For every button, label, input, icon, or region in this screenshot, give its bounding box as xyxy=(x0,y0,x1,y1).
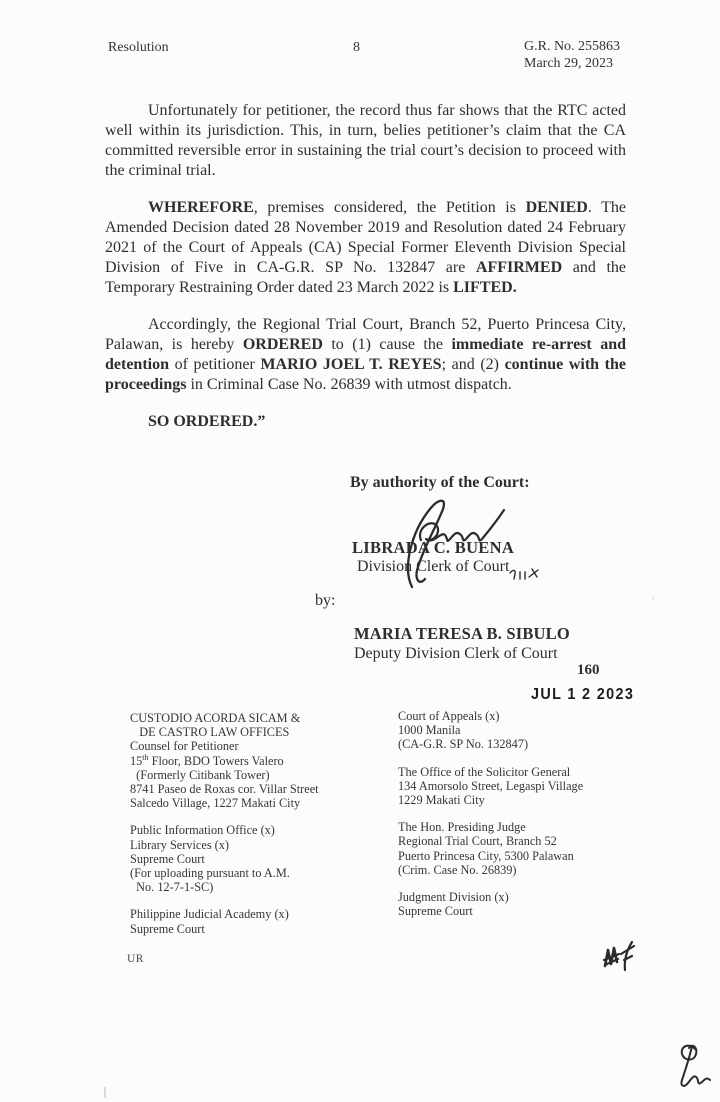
post-title-scribble-ink xyxy=(508,563,542,585)
deputy-title: Deputy Division Clerk of Court xyxy=(354,645,558,662)
case-number: G.R. No. 255863 xyxy=(524,39,621,54)
addressee-block-ca: Court of Appeals (x) 1000 Manila (CA-G.R. SP No. 132847) xyxy=(398,709,529,752)
distribution-left-column xyxy=(130,711,380,949)
paragraph-wherefore: WHEREFORE, premises considered, the Petition is DENIED. The Amended Decision dated 28 November 2019 and Resolution dated 24 February 2021 of the Court of Appeals (CA) Special Former Eleventh Division Special Division of Five in CA-G.R. SP No. 132847 are AFFIRMED and the Temporary Restraining Order dated 23 March 2022 is LIFTED. xyxy=(105,199,626,296)
header-page-number: 8 xyxy=(353,40,360,55)
footer-initials-code: UR xyxy=(127,953,144,965)
addressee-block-rtc: The Hon. Presiding Judge Regional Trial Court, Branch 52 Puerto Princesa City, 5300 Palawan (Crim. Case No. 26839) xyxy=(398,820,574,877)
body-text xyxy=(105,101,626,449)
by-label: by: xyxy=(315,592,336,609)
header-case-info xyxy=(524,38,620,72)
addressee-block-judgment-division: Judgment Division (x) Supreme Court xyxy=(398,890,509,919)
addressee-block-philja: Philippine Judicial Academy (x) Supreme Court xyxy=(130,907,289,936)
handwritten-initials-ink xyxy=(601,938,637,976)
addressee-block-counsel: CUSTODIO ACORDA SICAM & DE CASTRO LAW OFFICES Counsel for Petitioner 15th Floor, BDO Towers Valero (Formerly Citibank Tower) 8741 Paseo de Roxas cor. Villar Street Salcedo Village, 1227 Makati City xyxy=(130,711,319,811)
received-date-stamp: JUL 1 2 2023 xyxy=(531,686,635,703)
deputy-name: MARIA TERESA B. SIBULO xyxy=(354,624,570,643)
case-date: March 29, 2023 xyxy=(524,56,614,71)
paragraph-jurisdiction: Unfortunately for petitioner, the record thus far shows that the RTC acted well within its jurisdiction. This, in turn, belies petitioner’s claim that the CA committed reversible error in sustaining the trial court’s decision to proceed with the criminal trial. xyxy=(105,102,626,179)
scan-edge-tick xyxy=(101,1086,109,1100)
authority-line: By authority of the Court: xyxy=(350,474,530,491)
scan-speck: ’ xyxy=(652,596,655,606)
header-doc-type: Resolution xyxy=(108,40,169,55)
paragraph-order: Accordingly, the Regional Trial Court, Branch 52, Puerto Princesa City, Palawan, is hereby ORDERED to (1) cause the immediate re-arrest and detention of petitioner MARIO JOEL T. REYES; and (2) continue with the proceedings in Criminal Case No. 26839 with utmost dispatch. xyxy=(105,316,627,393)
release-number: 160 xyxy=(577,662,600,678)
addressee-block-pio: Public Information Office (x) Library Services (x) Supreme Court (For uploading pursuant to A.M. No. 12-7-1-SC) xyxy=(130,823,290,895)
so-ordered-line: SO ORDERED.” xyxy=(148,413,266,430)
clerk-title: Division Clerk of Court xyxy=(357,558,510,575)
addressee-block-osg: The Office of the Solicitor General 134 Amorsolo Street, Legaspi Village 1229 Makati City xyxy=(398,764,584,808)
bottom-flourish-ink xyxy=(672,1040,712,1094)
clerk-name: LIBRADA C. BUENA xyxy=(352,538,515,557)
distribution-right-column xyxy=(398,709,648,931)
